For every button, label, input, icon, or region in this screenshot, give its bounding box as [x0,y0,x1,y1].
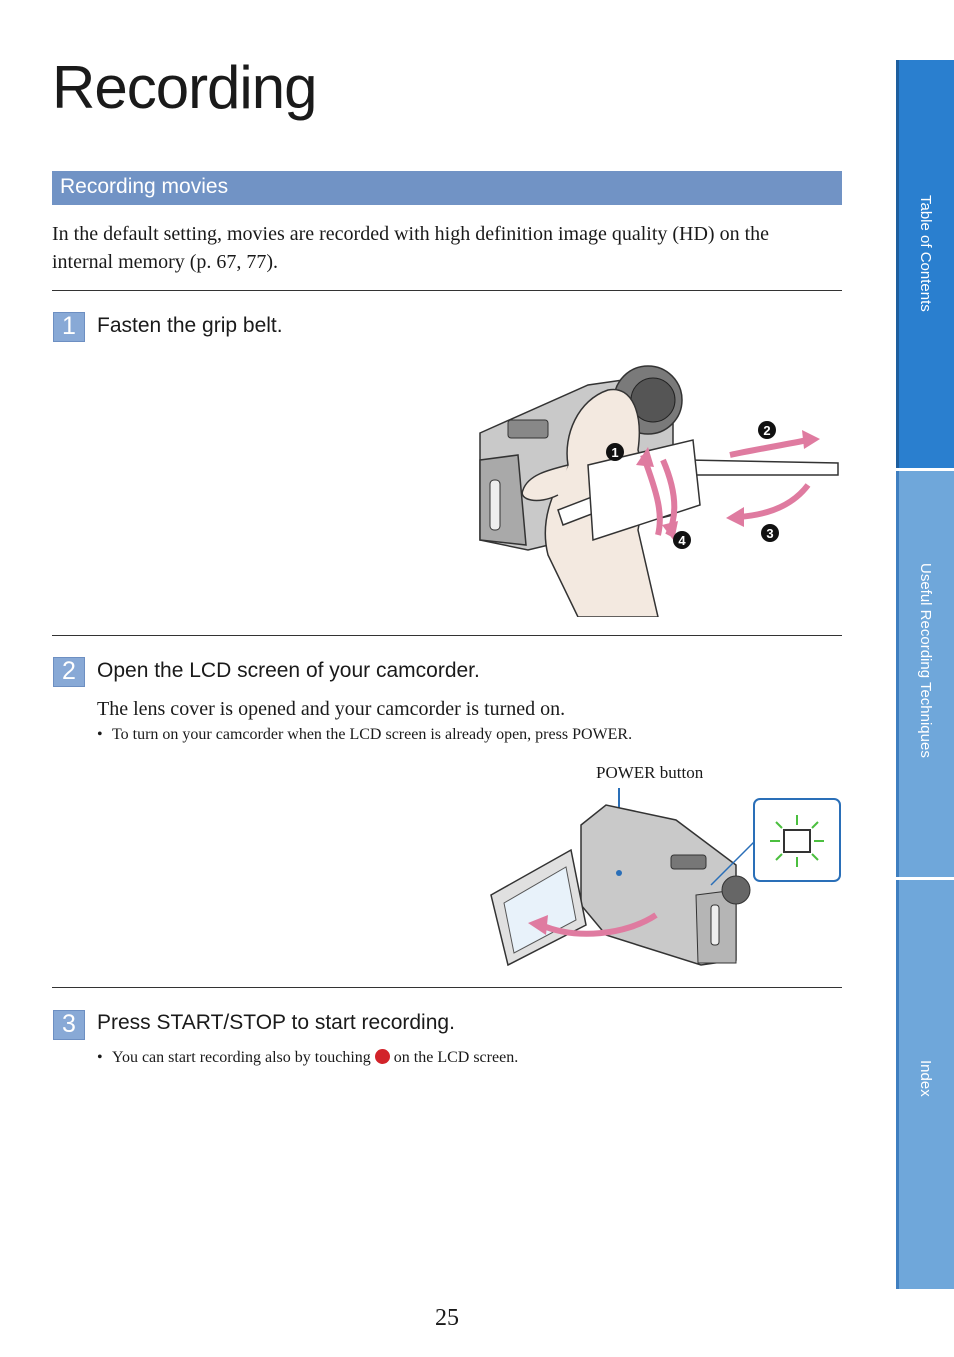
step-1-text: Fasten the grip belt. [97,314,283,337]
tab-useful-recording-techniques[interactable] [896,471,954,877]
section-header [52,171,842,205]
step-3-text: Press START/STOP to start recording. [97,1011,455,1034]
section-title: Recording movies [60,175,229,198]
step-1-badge: 1 [53,312,85,342]
tab-label: Useful Recording Techniques [917,563,934,758]
tab-label: Index [917,1060,934,1097]
page-title: Recording [52,54,317,121]
tab-table-of-contents[interactable] [896,60,954,468]
step-2-text: Open the LCD screen of your camcorder. [97,659,480,682]
step-2-bullet: • To turn on your camcorder when the LCD screen is already open, press POWER. [97,726,633,743]
divider [52,987,842,988]
step-3-badge: 3 [53,1010,85,1040]
step-2-badge: 2 [53,657,85,687]
step-2-note: The lens cover is opened and your camcorder is turned on. [97,698,566,720]
callout-2: 2 [763,423,771,438]
callout-1: 1 [611,445,619,460]
callout-4: 4 [678,533,686,548]
record-icon [375,1049,390,1064]
tab-label: Table of Contents [917,195,934,312]
page-number: 25 [435,1305,459,1331]
tab-index[interactable] [896,880,954,1289]
divider [52,290,842,291]
power-button-label: POWER button [596,763,704,782]
intro-paragraph: In the default setting, movies are recorded with high definition image quality (HD) on the internal memory (p. 67, 77). [52,223,770,273]
step-3-bullet: • You can start recording also by touching on the LCD screen. [97,1049,519,1066]
lcd-open-illustration [486,785,846,970]
divider [52,635,842,636]
grip-belt-illustration [468,355,843,617]
callout-3: 3 [766,526,774,541]
